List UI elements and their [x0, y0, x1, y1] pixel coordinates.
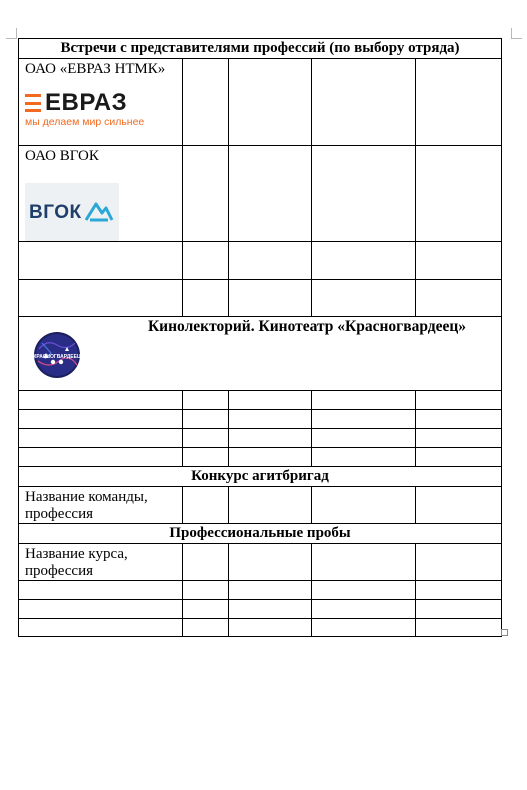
table-cell: [416, 59, 502, 146]
table-cell: [312, 59, 416, 146]
table-cell: [183, 487, 229, 524]
section-header-row: [19, 39, 502, 59]
table-cell: [312, 391, 416, 410]
table-cell: [312, 600, 416, 619]
agitbrigade-label: Название команды, профессия: [19, 487, 183, 524]
table-cell: [229, 146, 312, 242]
table-cell: [416, 544, 502, 581]
section-title-meetings: Встречи с представителями профессий (по выбору отряда): [19, 39, 502, 59]
cinema-header-row: [19, 317, 502, 391]
empty-row: [19, 391, 502, 410]
schedule-table: [18, 38, 502, 637]
table-cell: [229, 544, 312, 581]
table-cell: [312, 146, 416, 242]
table-cell: [312, 448, 416, 467]
agitbrigade-row: [19, 487, 502, 524]
table-cell: [229, 429, 312, 448]
table-cell: [229, 280, 312, 317]
table-cell: [229, 487, 312, 524]
evraz-logo: [25, 89, 180, 128]
empty-row: [19, 242, 502, 280]
table-cell: [416, 619, 502, 637]
org-cell-vgok: [19, 146, 183, 242]
org-name-evraz: ОАО «ЕВРАЗ НТМК»: [25, 61, 166, 77]
table-cell: [19, 280, 183, 317]
table-cell: [19, 429, 183, 448]
table-cell: [312, 280, 416, 317]
empty-row: [19, 581, 502, 600]
empty-row: [19, 410, 502, 429]
empty-row: [19, 448, 502, 467]
cinema-logo-text: КРАСНОГВАРДЕЕЦ: [33, 354, 81, 360]
org-name-vgok: ОАО ВГОК: [25, 148, 99, 164]
table-cell: [229, 619, 312, 637]
mountain-icon: [84, 200, 114, 224]
page-corner-mark-left: [6, 28, 17, 39]
empty-row: [19, 619, 502, 637]
table-cell: [312, 487, 416, 524]
table-cell: [183, 59, 229, 146]
page-corner-mark-right: [511, 28, 522, 39]
table-cell: [183, 619, 229, 637]
table-cell: [416, 242, 502, 280]
table-cell: [312, 429, 416, 448]
evraz-logo-slogan: мы делаем мир сильнее: [25, 116, 145, 128]
section-title-cinema: Кинолекторий. Кинотеатр «Красногвардеец»: [147, 318, 467, 335]
table-cell: [229, 391, 312, 410]
table-cell: [19, 410, 183, 429]
evraz-stripes-icon: [25, 94, 41, 112]
table-cell: [183, 242, 229, 280]
empty-row: [19, 600, 502, 619]
table-cell: [183, 544, 229, 581]
table-cell: [312, 410, 416, 429]
section-title-trials: Профессиональные пробы: [19, 524, 502, 544]
table-cell: [229, 600, 312, 619]
table-cell: [312, 619, 416, 637]
vgok-logo: [25, 183, 119, 241]
table-cell: [416, 391, 502, 410]
table-cell: [19, 600, 183, 619]
trials-label: Название курса, профессия: [19, 544, 183, 581]
cinema-header-cell: [19, 317, 502, 391]
table-cell: [416, 146, 502, 242]
vgok-logo-word: ВГОК: [29, 201, 82, 223]
table-cell: [229, 410, 312, 429]
table-cell: [312, 242, 416, 280]
table-cell: [19, 619, 183, 637]
table-cell: [183, 410, 229, 429]
table-cell: [416, 429, 502, 448]
table-cell: [183, 600, 229, 619]
table-cell: [19, 391, 183, 410]
table-cell: [229, 581, 312, 600]
org-cell-evraz: [19, 59, 183, 146]
table-cell: [19, 242, 183, 280]
table-cell: [416, 600, 502, 619]
empty-row: [19, 429, 502, 448]
table-cell: [19, 581, 183, 600]
table-cell: [183, 581, 229, 600]
table-cell: [416, 410, 502, 429]
table-cell: [183, 429, 229, 448]
org-row-evraz: [19, 59, 502, 146]
table-cell: [19, 448, 183, 467]
table-cell: [416, 487, 502, 524]
table-cell: [183, 448, 229, 467]
section-header-row: [19, 467, 502, 487]
table-cell: [416, 581, 502, 600]
evraz-logo-word: ЕВРАЗ: [45, 89, 128, 116]
empty-row: [19, 280, 502, 317]
table-cell: [312, 544, 416, 581]
org-row-vgok: [19, 146, 502, 242]
section-title-agitbrigade: Конкурс агитбригад: [19, 467, 502, 487]
table-resize-handle[interactable]: [501, 629, 508, 636]
table-cell: [183, 280, 229, 317]
table-cell: [183, 146, 229, 242]
table-cell: [229, 59, 312, 146]
table-cell: [229, 242, 312, 280]
table-cell: [183, 391, 229, 410]
table-cell: [416, 448, 502, 467]
table-cell: [416, 280, 502, 317]
cinema-logo: [33, 331, 81, 379]
trials-row: [19, 544, 502, 581]
table-cell: [312, 581, 416, 600]
table-cell: [229, 448, 312, 467]
section-header-row: [19, 524, 502, 544]
